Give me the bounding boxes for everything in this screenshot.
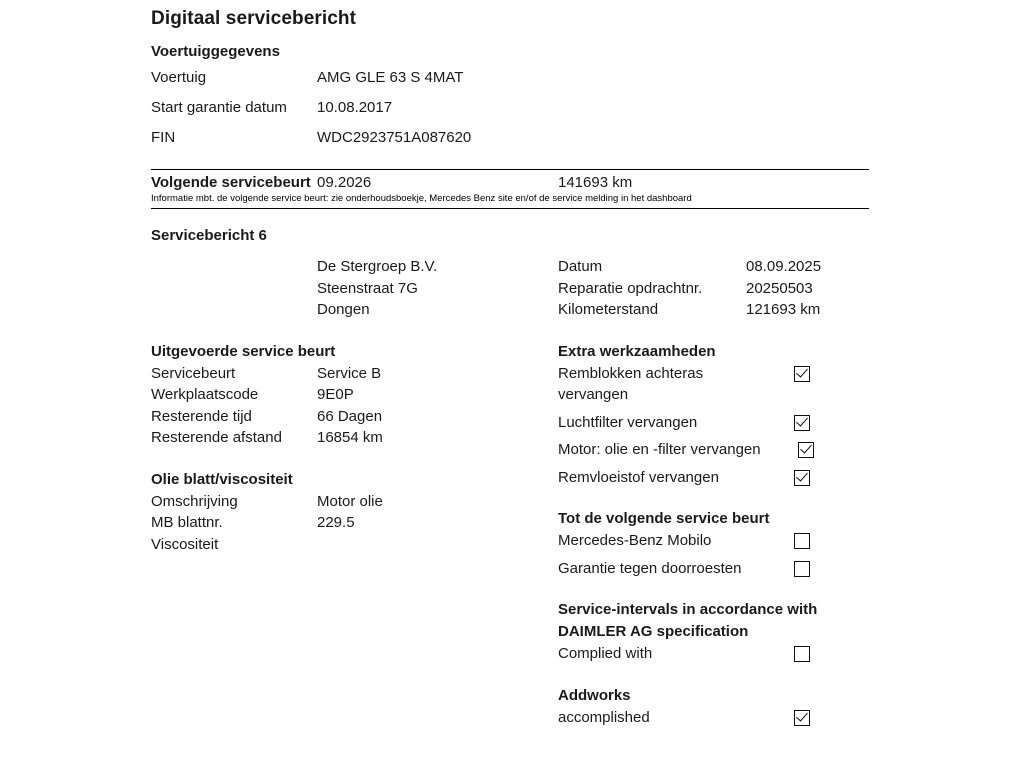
divider-bottom xyxy=(151,208,869,209)
vehicle-value: WDC2923751A087620 xyxy=(317,129,472,146)
extra-work-checkbox[interactable] xyxy=(794,366,810,382)
oil-sheet-row xyxy=(151,534,558,556)
extra-work-label xyxy=(558,363,794,406)
workshop-name: De Stergroep B.V. xyxy=(317,258,438,275)
performed-service-row xyxy=(151,427,558,449)
extra-work-checkbox[interactable] xyxy=(794,470,810,486)
report-right-column xyxy=(558,256,869,728)
vehicle-row xyxy=(151,93,869,123)
addworks-item[interactable] xyxy=(558,707,869,729)
oil-sheet-row xyxy=(151,512,558,534)
oil-sheet-row xyxy=(151,491,558,513)
until-next-service-section xyxy=(558,508,869,579)
vehicle-label: Voertuig xyxy=(151,69,207,86)
workshop-city: Dongen xyxy=(317,301,370,318)
workshop-indent xyxy=(151,256,317,278)
workshop-row xyxy=(151,278,558,300)
oil-sheet-value xyxy=(317,534,558,556)
next-service-date: 09.2026 xyxy=(317,174,372,191)
performed-service-row xyxy=(151,406,558,428)
extra-work-item[interactable] xyxy=(558,467,869,489)
service-intervals-heading-line1: Service-intervals in accordance with xyxy=(558,601,818,618)
until-next-service-checkbox[interactable] xyxy=(794,561,810,577)
performed-service-value: 66 Dagen xyxy=(317,407,383,425)
oil-sheet-label: Omschrijving xyxy=(151,492,238,510)
until-next-service-label: Mercedes-Benz Mobilo xyxy=(558,532,712,549)
performed-service-value: 9E0P xyxy=(317,386,354,403)
oil-sheet-heading: Olie blatt/viscositeit xyxy=(151,470,293,488)
vehicle-value: 10.08.2017 xyxy=(317,99,393,116)
vehicle-row xyxy=(151,63,869,93)
report-title: Servicebericht 6 xyxy=(151,227,267,244)
extra-work-item[interactable] xyxy=(558,363,869,406)
oil-sheet-label: MB blattnr. xyxy=(151,514,223,531)
performed-service-value: Service B xyxy=(317,364,382,382)
document-body xyxy=(151,0,869,728)
performed-service-label: Resterende afstand xyxy=(151,429,282,446)
report-meta-value: 08.09.2025 xyxy=(746,258,822,275)
performed-service-section xyxy=(151,341,558,449)
performed-service-label: Werkplaatscode xyxy=(151,386,259,403)
workshop-indent xyxy=(151,299,317,321)
workshop-street: Steenstraat 7G xyxy=(317,279,418,297)
service-intervals-checkbox[interactable] xyxy=(794,646,810,662)
extra-work-checkbox[interactable] xyxy=(794,415,810,431)
next-service-row xyxy=(151,170,869,191)
workshop-row xyxy=(151,256,558,278)
addworks-section xyxy=(558,685,869,729)
report-meta-row xyxy=(558,256,869,278)
until-next-service-label: Garantie tegen doorroesten xyxy=(558,559,742,577)
performed-service-row xyxy=(151,363,558,385)
report-meta-label: Reparatie opdrachtnr. xyxy=(558,279,703,297)
oil-sheet-value: Motor olie xyxy=(317,492,383,510)
next-service-title: Volgende servicebeurt xyxy=(151,174,311,191)
workshop-indent xyxy=(151,278,317,300)
oil-sheet-value: 229.5 xyxy=(317,514,355,531)
extra-work-section xyxy=(558,341,869,489)
vehicle-data-heading: Voertuiggegevens xyxy=(151,43,280,60)
addworks-heading: Addworks xyxy=(558,686,631,704)
extra-work-item[interactable] xyxy=(558,439,869,461)
workshop-row xyxy=(151,299,558,321)
page-title: Digitaal servicebericht xyxy=(151,8,357,29)
report-meta-row xyxy=(558,278,869,300)
extra-work-heading: Extra werkzaamheden xyxy=(558,342,716,360)
report-meta-value: 121693 km xyxy=(746,301,821,318)
performed-service-label: Resterende tijd xyxy=(151,407,252,425)
performed-service-row xyxy=(151,384,558,406)
performed-service-value: 16854 km xyxy=(317,429,383,446)
extra-work-label-line1: Remblokken achteras xyxy=(558,364,704,382)
until-next-service-checkbox[interactable] xyxy=(794,533,810,549)
oil-sheet-label: Viscositeit xyxy=(151,535,219,553)
report-meta-label: Kilometerstand xyxy=(558,301,659,318)
extra-work-checkbox[interactable] xyxy=(798,442,814,458)
report-columns xyxy=(151,256,869,728)
service-intervals-item[interactable] xyxy=(558,643,869,665)
next-service-note: Informatie mbt. de volgende service beurt: zie onderhoudsboekje, Mercedes Benz site en/of de service melding in het dashboard xyxy=(151,193,692,204)
until-next-service-heading: Tot de volgende service beurt xyxy=(558,510,770,527)
oil-sheet-section xyxy=(151,469,558,556)
extra-work-label: Motor: olie en -filter vervangen xyxy=(558,441,761,458)
service-intervals-section xyxy=(558,599,869,665)
vehicle-label: Start garantie datum xyxy=(151,99,287,116)
service-intervals-heading-line2: DAIMLER AG specification xyxy=(558,623,749,640)
service-intervals-label: Complied with xyxy=(558,645,653,662)
vehicle-row xyxy=(151,123,869,153)
vehicle-data-section xyxy=(151,41,869,153)
performed-service-heading: Uitgevoerde service beurt xyxy=(151,342,336,360)
vehicle-label: FIN xyxy=(151,129,176,146)
addworks-label: accomplished xyxy=(558,708,650,726)
until-next-service-item[interactable] xyxy=(558,530,869,552)
addworks-checkbox[interactable] xyxy=(794,710,810,726)
report-meta-value: 20250503 xyxy=(746,279,813,297)
report-meta-label: Datum xyxy=(558,258,603,275)
extra-work-label: Remvloeistof vervangen xyxy=(558,468,719,486)
extra-work-label: Luchtfilter vervangen xyxy=(558,413,698,431)
next-service-distance: 141693 km xyxy=(558,174,633,191)
report-left-column xyxy=(151,256,558,728)
performed-service-label: Servicebeurt xyxy=(151,364,236,382)
until-next-service-item[interactable] xyxy=(558,558,869,580)
extra-work-item[interactable] xyxy=(558,412,869,434)
report-meta-row xyxy=(558,299,869,321)
extra-work-label-line2: vervangen xyxy=(558,386,629,403)
vehicle-value: AMG GLE 63 S 4MAT xyxy=(317,69,464,86)
